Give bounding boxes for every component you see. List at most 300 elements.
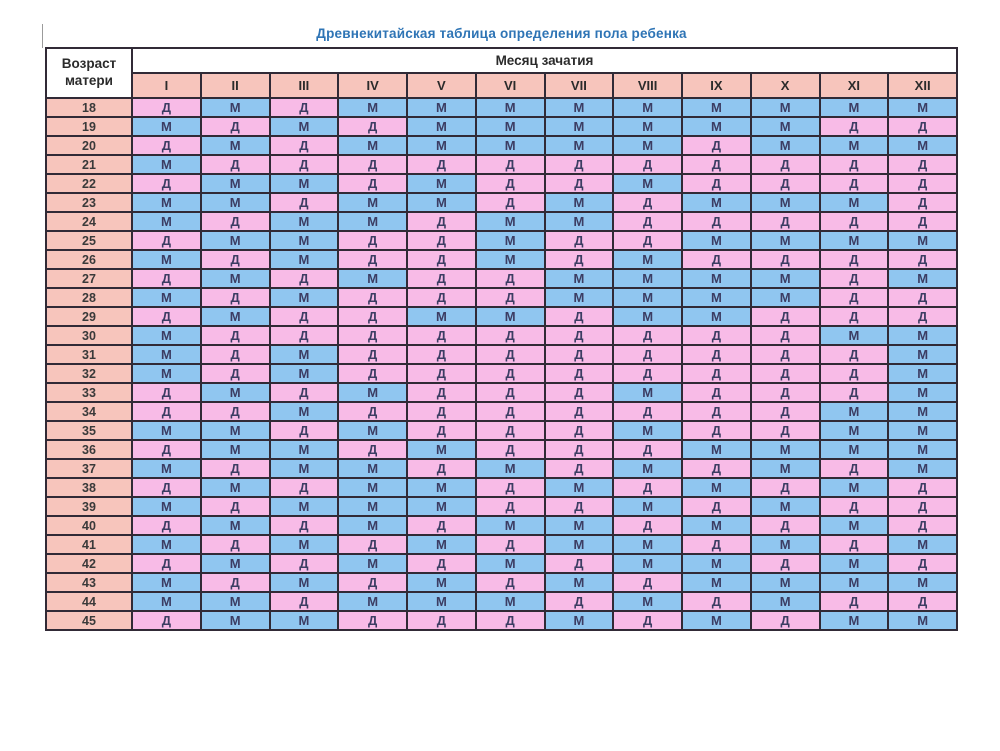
gender-cell: М xyxy=(201,592,270,611)
gender-cell: Д xyxy=(270,193,339,212)
gender-cell: Д xyxy=(888,307,957,326)
table-row-age-33 xyxy=(46,383,957,402)
gender-cell: Д xyxy=(132,269,201,288)
gender-cell: М xyxy=(201,269,270,288)
gender-cell: М xyxy=(751,573,820,592)
gender-cell: Д xyxy=(338,535,407,554)
table-row-age-32 xyxy=(46,364,957,383)
gender-cell: Д xyxy=(613,611,682,630)
age-cell: 19 xyxy=(46,117,132,136)
gender-cell: Д xyxy=(820,174,889,193)
gender-cell: Д xyxy=(545,554,614,573)
gender-cell: Д xyxy=(545,174,614,193)
gender-cell: Д xyxy=(613,478,682,497)
gender-cell: Д xyxy=(201,497,270,516)
gender-cell: Д xyxy=(545,440,614,459)
gender-cell: М xyxy=(338,136,407,155)
gender-cell: М xyxy=(682,269,751,288)
gender-cell: М xyxy=(545,288,614,307)
gender-cell: М xyxy=(201,421,270,440)
gender-cell: М xyxy=(545,136,614,155)
gender-cell: Д xyxy=(407,402,476,421)
gender-cell: М xyxy=(682,98,751,117)
age-cell: 28 xyxy=(46,288,132,307)
gender-cell: Д xyxy=(132,98,201,117)
gender-cell: М xyxy=(888,459,957,478)
month-group-header: Месяц зачатия xyxy=(132,48,957,73)
gender-cell: Д xyxy=(613,155,682,174)
gender-cell: Д xyxy=(751,174,820,193)
gender-cell: М xyxy=(820,478,889,497)
table-row-age-44 xyxy=(46,592,957,611)
gender-cell: М xyxy=(270,573,339,592)
gender-cell: Д xyxy=(132,554,201,573)
gender-cell: Д xyxy=(270,516,339,535)
gender-cell: Д xyxy=(682,421,751,440)
gender-cell: М xyxy=(476,231,545,250)
gender-cell: Д xyxy=(132,136,201,155)
gender-cell: Д xyxy=(682,383,751,402)
gender-cell: Д xyxy=(820,345,889,364)
gender-cell: Д xyxy=(338,402,407,421)
month-header-II: II xyxy=(201,73,270,98)
gender-cell: М xyxy=(613,592,682,611)
gender-cell: М xyxy=(407,307,476,326)
gender-cell: Д xyxy=(407,459,476,478)
gender-cell: Д xyxy=(338,573,407,592)
age-cell: 29 xyxy=(46,307,132,326)
gender-cell: М xyxy=(682,307,751,326)
gender-cell: Д xyxy=(682,497,751,516)
age-cell: 37 xyxy=(46,459,132,478)
gender-cell: М xyxy=(201,440,270,459)
month-header-IX: IX xyxy=(682,73,751,98)
age-cell: 34 xyxy=(46,402,132,421)
gender-cell: М xyxy=(270,402,339,421)
gender-cell: Д xyxy=(201,212,270,231)
gender-cell: Д xyxy=(270,307,339,326)
gender-cell: Д xyxy=(407,326,476,345)
gender-cell: Д xyxy=(613,402,682,421)
gender-cell: М xyxy=(888,136,957,155)
gender-cell: Д xyxy=(545,155,614,174)
gender-cell: М xyxy=(270,611,339,630)
gender-cell: Д xyxy=(476,345,545,364)
table-row-age-30 xyxy=(46,326,957,345)
table-row-age-41 xyxy=(46,535,957,554)
gender-cell: Д xyxy=(476,440,545,459)
gender-cell: Д xyxy=(476,535,545,554)
age-cell: 45 xyxy=(46,611,132,630)
gender-cell: М xyxy=(613,117,682,136)
gender-cell: Д xyxy=(476,497,545,516)
gender-cell: Д xyxy=(888,155,957,174)
table-row-age-45 xyxy=(46,611,957,630)
gender-cell: М xyxy=(476,459,545,478)
gender-cell: Д xyxy=(682,326,751,345)
gender-cell: М xyxy=(820,611,889,630)
gender-cell: Д xyxy=(751,611,820,630)
age-cell: 26 xyxy=(46,250,132,269)
gender-cell: М xyxy=(132,212,201,231)
gender-cell: Д xyxy=(338,345,407,364)
gender-cell: М xyxy=(545,611,614,630)
gender-cell: Д xyxy=(613,193,682,212)
gender-cell: М xyxy=(613,554,682,573)
gender-cell: Д xyxy=(338,307,407,326)
gender-cell: Д xyxy=(613,231,682,250)
gender-cell: М xyxy=(132,117,201,136)
gender-cell: Д xyxy=(682,345,751,364)
gender-cell: М xyxy=(407,193,476,212)
gender-cell: М xyxy=(682,573,751,592)
gender-cell: М xyxy=(132,535,201,554)
gender-cell: Д xyxy=(888,497,957,516)
gender-cell: М xyxy=(338,592,407,611)
table-row-age-29 xyxy=(46,307,957,326)
age-cell: 40 xyxy=(46,516,132,535)
table-row-age-28 xyxy=(46,288,957,307)
gender-cell: М xyxy=(545,193,614,212)
gender-cell: Д xyxy=(682,212,751,231)
gender-cell: М xyxy=(201,611,270,630)
gender-cell: М xyxy=(201,136,270,155)
gender-cell: Д xyxy=(476,288,545,307)
gender-cell: М xyxy=(613,98,682,117)
gender-cell: М xyxy=(545,269,614,288)
gender-cell: Д xyxy=(476,326,545,345)
gender-cell: Д xyxy=(682,364,751,383)
gender-cell: Д xyxy=(751,421,820,440)
gender-cell: М xyxy=(820,98,889,117)
gender-cell: Д xyxy=(682,535,751,554)
gender-cell: Д xyxy=(751,345,820,364)
age-cell: 38 xyxy=(46,478,132,497)
table-row-age-24 xyxy=(46,212,957,231)
gender-cell: М xyxy=(201,174,270,193)
gender-cell: Д xyxy=(476,364,545,383)
gender-cell: М xyxy=(888,611,957,630)
age-cell: 21 xyxy=(46,155,132,174)
gender-cell: М xyxy=(132,326,201,345)
gender-cell: Д xyxy=(820,250,889,269)
gender-cell: Д xyxy=(545,231,614,250)
gender-cell: Д xyxy=(545,402,614,421)
gender-cell: Д xyxy=(545,345,614,364)
gender-cell: Д xyxy=(888,174,957,193)
gender-cell: Д xyxy=(613,516,682,535)
gender-cell: Д xyxy=(820,212,889,231)
gender-cell: М xyxy=(270,535,339,554)
gender-cell: М xyxy=(132,288,201,307)
gender-cell: Д xyxy=(751,478,820,497)
table-row-age-36 xyxy=(46,440,957,459)
gender-cell: М xyxy=(613,535,682,554)
gender-cell: Д xyxy=(407,611,476,630)
gender-cell: Д xyxy=(820,269,889,288)
gender-cell: Д xyxy=(545,326,614,345)
gender-cell: М xyxy=(476,117,545,136)
gender-cell: Д xyxy=(545,592,614,611)
gender-cell: Д xyxy=(132,440,201,459)
gender-cell: Д xyxy=(338,250,407,269)
gender-cell: Д xyxy=(407,516,476,535)
gender-cell: Д xyxy=(338,231,407,250)
gender-cell: М xyxy=(338,497,407,516)
gender-cell: М xyxy=(545,478,614,497)
gender-cell: М xyxy=(613,288,682,307)
gender-cell: Д xyxy=(820,155,889,174)
table-row-age-21 xyxy=(46,155,957,174)
gender-cell: М xyxy=(613,497,682,516)
corner-header-mother-age xyxy=(46,48,132,98)
gender-cell: Д xyxy=(407,231,476,250)
gender-cell: М xyxy=(751,136,820,155)
gender-cell: М xyxy=(407,535,476,554)
gender-cell: М xyxy=(476,592,545,611)
gender-cell: М xyxy=(751,98,820,117)
gender-cell: Д xyxy=(270,136,339,155)
gender-cell: М xyxy=(613,421,682,440)
table-row-age-19 xyxy=(46,117,957,136)
gender-cell: Д xyxy=(407,269,476,288)
gender-cell: М xyxy=(132,345,201,364)
gender-cell: Д xyxy=(201,326,270,345)
gender-cell: М xyxy=(270,288,339,307)
gender-cell: Д xyxy=(613,326,682,345)
gender-cell: М xyxy=(270,345,339,364)
gender-cell: Д xyxy=(201,155,270,174)
gender-cell: М xyxy=(682,193,751,212)
age-cell: 31 xyxy=(46,345,132,364)
gender-cell: Д xyxy=(132,174,201,193)
gender-cell: Д xyxy=(132,478,201,497)
gender-cell: М xyxy=(338,383,407,402)
gender-cell: Д xyxy=(751,516,820,535)
gender-cell: Д xyxy=(751,212,820,231)
gender-cell: М xyxy=(270,212,339,231)
gender-cell: Д xyxy=(545,250,614,269)
gender-cell: М xyxy=(820,573,889,592)
gender-cell: М xyxy=(820,193,889,212)
gender-cell: Д xyxy=(201,459,270,478)
table-row-age-39 xyxy=(46,497,957,516)
gender-cell: М xyxy=(613,307,682,326)
gender-cell: Д xyxy=(476,573,545,592)
age-cell: 25 xyxy=(46,231,132,250)
month-header-IV: IV xyxy=(338,73,407,98)
gender-cell: М xyxy=(270,364,339,383)
gender-cell: М xyxy=(338,269,407,288)
gender-cell: Д xyxy=(338,155,407,174)
gender-cell: Д xyxy=(201,573,270,592)
gender-cell: М xyxy=(545,98,614,117)
age-cell: 18 xyxy=(46,98,132,117)
gender-cell: Д xyxy=(476,611,545,630)
gender-cell: Д xyxy=(201,250,270,269)
gender-cell: Д xyxy=(613,573,682,592)
gender-cell: Д xyxy=(270,155,339,174)
gender-cell: Д xyxy=(476,174,545,193)
gender-cell: Д xyxy=(751,383,820,402)
gender-cell: М xyxy=(613,250,682,269)
age-cell: 39 xyxy=(46,497,132,516)
gender-cell: Д xyxy=(888,554,957,573)
gender-cell: Д xyxy=(201,345,270,364)
gender-cell: Д xyxy=(476,269,545,288)
table-row-age-34 xyxy=(46,402,957,421)
gender-cell: Д xyxy=(820,307,889,326)
gender-cell: Д xyxy=(338,364,407,383)
header-row-group xyxy=(46,48,957,73)
gender-cell: Д xyxy=(270,478,339,497)
gender-cell: М xyxy=(270,440,339,459)
table-row-age-43 xyxy=(46,573,957,592)
gender-cell: М xyxy=(132,193,201,212)
table-row-age-42 xyxy=(46,554,957,573)
gender-cell: М xyxy=(270,459,339,478)
gender-cell: Д xyxy=(820,117,889,136)
gender-cell: М xyxy=(407,136,476,155)
gender-cell: Д xyxy=(270,421,339,440)
gender-cell: М xyxy=(545,535,614,554)
table-row-age-40 xyxy=(46,516,957,535)
table-title: Древнекитайская таблица определения пола ребенка xyxy=(316,26,687,41)
gender-cell: М xyxy=(820,440,889,459)
gender-cell: М xyxy=(682,288,751,307)
gender-cell: М xyxy=(476,136,545,155)
gender-cell: Д xyxy=(888,592,957,611)
gender-cell: М xyxy=(888,573,957,592)
gender-cell: Д xyxy=(820,288,889,307)
gender-cell: М xyxy=(820,326,889,345)
month-header-VII: VII xyxy=(545,73,614,98)
gender-cell: Д xyxy=(682,136,751,155)
gender-cell: М xyxy=(132,497,201,516)
gender-cell: М xyxy=(132,250,201,269)
gender-cell: Д xyxy=(820,497,889,516)
gender-cell: М xyxy=(545,573,614,592)
gender-cell: М xyxy=(476,98,545,117)
gender-cell: М xyxy=(888,98,957,117)
table-body xyxy=(46,98,957,630)
gender-cell: Д xyxy=(751,402,820,421)
age-cell: 41 xyxy=(46,535,132,554)
gender-cell: М xyxy=(888,364,957,383)
gender-cell: М xyxy=(338,554,407,573)
gender-cell: М xyxy=(888,421,957,440)
gender-cell: Д xyxy=(613,440,682,459)
gender-cell: М xyxy=(270,497,339,516)
gender-cell: Д xyxy=(338,611,407,630)
gender-cell: Д xyxy=(888,516,957,535)
gender-cell: М xyxy=(407,98,476,117)
gender-cell: М xyxy=(751,497,820,516)
gender-cell: М xyxy=(132,364,201,383)
gender-cell: М xyxy=(476,307,545,326)
gender-cell: М xyxy=(820,136,889,155)
gender-cell: М xyxy=(201,383,270,402)
gender-cell: Д xyxy=(476,421,545,440)
gender-cell: М xyxy=(613,459,682,478)
gender-cell: Д xyxy=(888,250,957,269)
gender-cell: М xyxy=(613,383,682,402)
gender-cell: М xyxy=(545,117,614,136)
table-row-age-23 xyxy=(46,193,957,212)
gender-cell: М xyxy=(820,516,889,535)
gender-cell: Д xyxy=(545,307,614,326)
gender-cell: Д xyxy=(201,535,270,554)
gender-cell: Д xyxy=(682,155,751,174)
gender-cell: Д xyxy=(545,383,614,402)
gender-cell: М xyxy=(751,117,820,136)
gender-cell: М xyxy=(751,231,820,250)
gender-cell: Д xyxy=(682,459,751,478)
gender-cell: Д xyxy=(888,193,957,212)
age-cell: 30 xyxy=(46,326,132,345)
gender-cell: М xyxy=(888,269,957,288)
gender-cell: М xyxy=(201,231,270,250)
gender-cell: М xyxy=(682,554,751,573)
month-header-III: III xyxy=(270,73,339,98)
gender-cell: Д xyxy=(270,326,339,345)
gender-cell: М xyxy=(682,117,751,136)
gender-cell: Д xyxy=(888,117,957,136)
table-row-age-27 xyxy=(46,269,957,288)
gender-cell: Д xyxy=(407,383,476,402)
gender-cell: М xyxy=(201,98,270,117)
gender-cell: Д xyxy=(751,326,820,345)
table-row-age-25 xyxy=(46,231,957,250)
month-header-VIII: VIII xyxy=(613,73,682,98)
gender-cell: М xyxy=(888,535,957,554)
gender-cell: Д xyxy=(545,364,614,383)
gender-cell: М xyxy=(476,516,545,535)
gender-cell: Д xyxy=(476,155,545,174)
gender-cell: Д xyxy=(270,592,339,611)
gender-cell: М xyxy=(407,592,476,611)
gender-cell: М xyxy=(476,212,545,231)
gender-cell: М xyxy=(888,231,957,250)
gender-cell: М xyxy=(338,516,407,535)
gender-cell: М xyxy=(545,212,614,231)
gender-cell: Д xyxy=(132,611,201,630)
gender-cell: Д xyxy=(613,345,682,364)
gender-cell: М xyxy=(201,307,270,326)
gender-cell: Д xyxy=(132,383,201,402)
gender-cell: М xyxy=(820,231,889,250)
gender-cell: М xyxy=(338,98,407,117)
age-cell: 44 xyxy=(46,592,132,611)
gender-cell: Д xyxy=(476,478,545,497)
table-row-age-18 xyxy=(46,98,957,117)
gender-cell: М xyxy=(888,440,957,459)
gender-cell: М xyxy=(751,269,820,288)
gender-cell: Д xyxy=(751,364,820,383)
gender-cell: М xyxy=(201,516,270,535)
table-row-age-31 xyxy=(46,345,957,364)
gender-cell: М xyxy=(270,117,339,136)
gender-cell: М xyxy=(201,193,270,212)
gender-cell: М xyxy=(682,611,751,630)
gender-cell: М xyxy=(751,193,820,212)
gender-cell: Д xyxy=(338,326,407,345)
gender-cell: Д xyxy=(201,288,270,307)
corner-header-line1: Возраст xyxy=(61,56,117,72)
gender-cell: М xyxy=(338,459,407,478)
gender-cell: М xyxy=(751,535,820,554)
corner-header-line2: матери xyxy=(65,73,113,88)
